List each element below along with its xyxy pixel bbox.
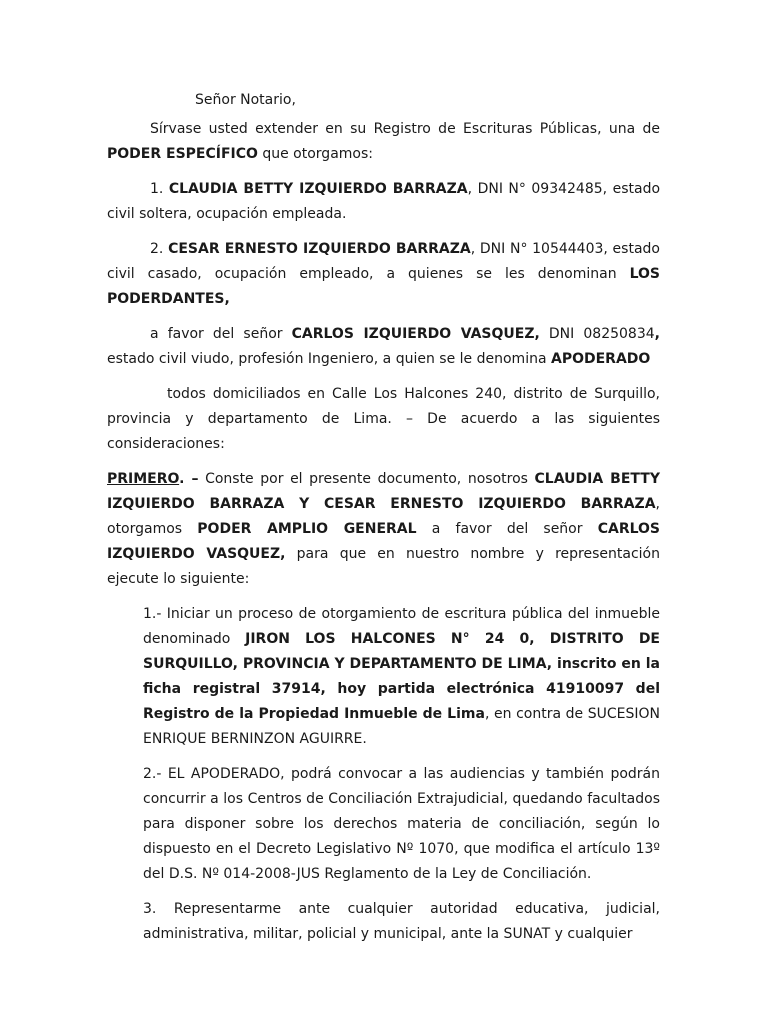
primero-attorney-name: CARLOS IZQUIERDO VASQUEZ, [107, 521, 660, 562]
attorney-paragraph [107, 322, 660, 372]
primero-power-type: PODER AMPLIO GENERAL [197, 521, 417, 537]
attorney-text-1: a favor del señor [150, 326, 292, 342]
grantor-2-name: CESAR ERNESTO IZQUIERDO BARRAZA [168, 241, 471, 257]
grantor-2-details: , DNI N° 10544403, estado civil casado, ocupación empleado, a quienes se les denominan [107, 241, 660, 282]
item-3-paragraph: 3. Representarme ante cualquier autoridad educativa, judicial, administrativa, militar, policial y municipal, ante la SUNAT y cualquier [143, 901, 660, 942]
primero-text-1: Conste por el presente documento, nosotros [198, 471, 535, 487]
primero-text-3: a favor del señor [416, 521, 598, 537]
item-1-text-2: , en contra de SUCESION ENRIQUE BERNINZON AGUIRRE. [143, 706, 660, 747]
salutation: Señor Notario, [195, 92, 296, 108]
attorney-text-3: estado civil viudo, profesión Ingeniero, a quien se le denomina [107, 351, 551, 367]
grantor-1-paragraph [107, 177, 660, 227]
grantor-1-details: , DNI N° 09342485, estado civil soltera, ocupación empleada. [107, 181, 661, 222]
grantor-2-paragraph [107, 237, 660, 312]
grantor-2-label: LOS PODERDANTES, [107, 266, 660, 307]
domicile-paragraph: todos domiciliados en Calle Los Halcones 240, distrito de Surquillo, provincia y departamento de Lima. – De acuerdo a las siguientes consideraciones: [107, 386, 660, 452]
primero-heading: PRIMERO [107, 471, 180, 487]
item-1-property: JIRON LOS HALCONES N° 24 0, DISTRITO DE SURQUILLO, PROVINCIA Y DEPARTAMENTO DE LIMA, inscrito en la ficha registral 37914, hoy partida electrónica 41910097 del Registro de la Propiedad Inmueble de Lima [143, 631, 660, 722]
primero-text-4: para que en nuestro nombre y representación ejecute lo siguiente: [107, 546, 660, 587]
grantor-1-name: CLAUDIA BETTY IZQUIERDO BARRAZA [168, 181, 468, 197]
item-1-paragraph [143, 602, 660, 752]
intro-text-2: que otorgamos: [257, 146, 373, 162]
primero-text-2: , otorgamos [107, 496, 660, 537]
attorney-dni: DNI 08250834 [539, 326, 655, 342]
attorney-name: CARLOS IZQUIERDO VASQUEZ, [291, 326, 540, 342]
attorney-label: APODERADO [550, 351, 651, 367]
document-page [107, 88, 660, 947]
primero-paragraph [107, 467, 660, 592]
item-1-text-1: 1.- Iniciar un proceso de otorgamiento de escritura pública del inmueble denominado [143, 606, 660, 647]
intro-bold-power: PODER ESPECÍFICO [107, 146, 258, 162]
primero-dash: . – [179, 471, 199, 487]
intro-paragraph [107, 117, 660, 167]
item-2-paragraph: 2.- EL APODERADO, podrá convocar a las audiencias y también podrán concurrir a los Centros de Conciliación Extrajudicial, quedando facultados para disponer sobre los derechos materia de conciliación, según lo dispuesto en el Decreto Legislativo Nº 1070, que modifica el artículo 13º del D.S. Nº 014-2008-JUS Reglamento de la Ley de Conciliación. [143, 766, 660, 882]
attorney-comma: , [654, 326, 660, 342]
grantor-1-number: 1. [150, 181, 169, 197]
grantor-2-number: 2. [150, 241, 169, 257]
primero-grantor-names: CLAUDIA BETTY IZQUIERDO BARRAZA Y CESAR ERNESTO IZQUIERDO BARRAZA [107, 471, 660, 512]
intro-text-1: Sírvase usted extender en su Registro de Escrituras Públicas, una de [150, 121, 660, 137]
